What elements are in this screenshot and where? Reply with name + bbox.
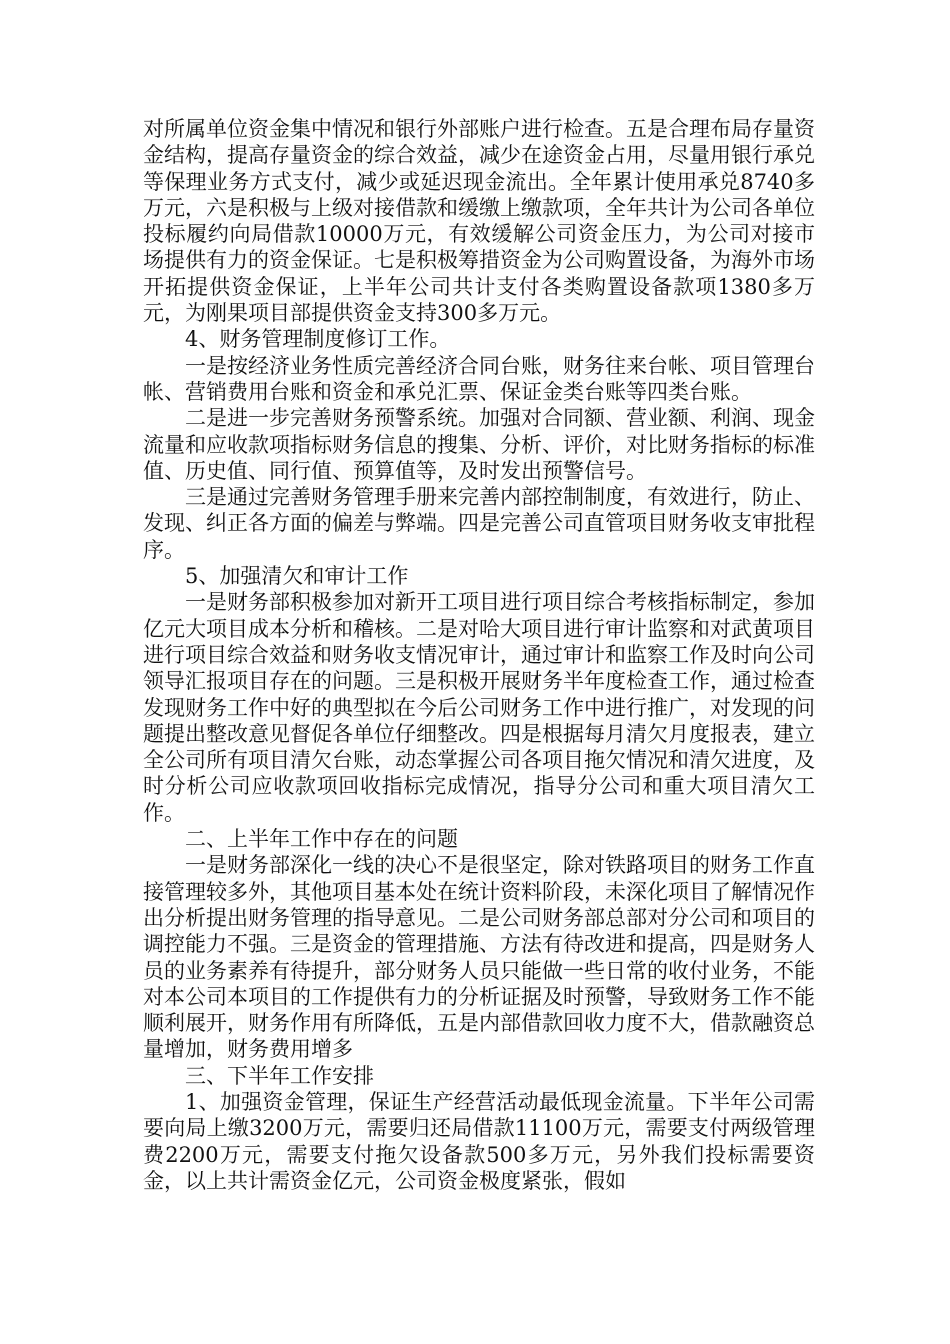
body-paragraph: 一是按经济业务性质完善经济合同台账，财务往来台帐、项目管理台帐、营销费用台账和资金和承兑汇票、保证金类台账等四类台账。 [143,353,815,404]
section-heading: 二、上半年工作中存在的问题 [185,827,458,852]
body-paragraph: 三是通过完善财务管理手册来完善内部控制制度，有效进行，防止、发现、纠正各方面的偏差与弊端。四是完善公司直管项目财务收支审批程序。 [143,485,815,562]
section-heading: 4、财务管理制度修订工作。 [185,327,451,352]
body-paragraph: 二是进一步完善财务预警系统。加强对合同额、营业额、利润、现金流量和应收款项指标财务信息的搜集、分析、评价，对比财务指标的标准值、历史值、同行值、预算值等，及时发出预警信号。 [143,406,815,483]
body-paragraph: 对所属单位资金集中情况和银行外部账户进行检查。五是合理布局存量资金结构，提高存量资金的综合效益，减少在途资金占用，尽量用银行承兑等保理业务方式支付，减少或延迟现金流出。全年累计使用承兑8740多万元，六是积极与上级对接借款和缓缴上缴款项，全年共计为公司各单位投标履约向局借款10000万元，有效缓解公司资金压力，为公司对接市场提供有力的资金保证。七是积极筹措资金为公司购置设备，为海外市场开拓提供资金保证，上半年公司共计支付各类购置设备款项1380多万元，为刚果项目部提供资金支持300多万元。 [143,117,815,326]
section-heading: 三、下半年工作安排 [185,1063,374,1088]
body-paragraph: 一是财务部积极参加对新开工项目进行项目综合考核指标制定，参加亿元大项目成本分析和稽核。二是对哈大项目进行审计监察和对武黄项目进行项目综合效益和财务收支情况审计，通过审计和监察工作及时向公司领导汇报项目存在的问题。三是积极开展财务半年度检查工作，通过检查发现财务工作中好的典型拟在今后公司财务工作中进行推广，对发现的问题提出整改意见督促各单位仔细整改。四是根据每月清欠月度报表，建立全公司所有项目清欠台账，动态掌握公司各项目拖欠情况和清欠进度，及时分析公司应收款项回收指标完成情况，指导分公司和重大项目清欠工作。 [143,590,815,825]
body-paragraph: 一是财务部深化一线的决心不是很坚定，除对铁路项目的财务工作直接管理较多外，其他项目基本处在统计资料阶段，未深化项目了解情况作出分析提出财务管理的指导意见。二是公司财务部总部对分公司和项目的调控能力不强。三是资金的管理措施、方法有待改进和提高，四是财务人员的业务素养有待提升，部分财务人员只能做一些日常的收付业务，不能对本公司本项目的工作提供有力的分析证据及时预警，导致财务工作不能顺利展开，财务作用有所降低，五是内部借款回收力度不大，借款融资总量增加，财务费用增多 [143,853,815,1062]
document-page [143,116,815,1194]
section-heading: 5、加强清欠和审计工作 [185,564,409,589]
body-paragraph: 1、加强资金管理，保证生产经营活动最低现金流量。下半年公司需要向局上缴3200万元，需要归还局借款11100万元，需要支付两级管理费2200万元，需要支付拖欠设备款500多万元，另外我们投标需要资金，以上共计需资金亿元，公司资金极度紧张，假如 [143,1089,815,1193]
